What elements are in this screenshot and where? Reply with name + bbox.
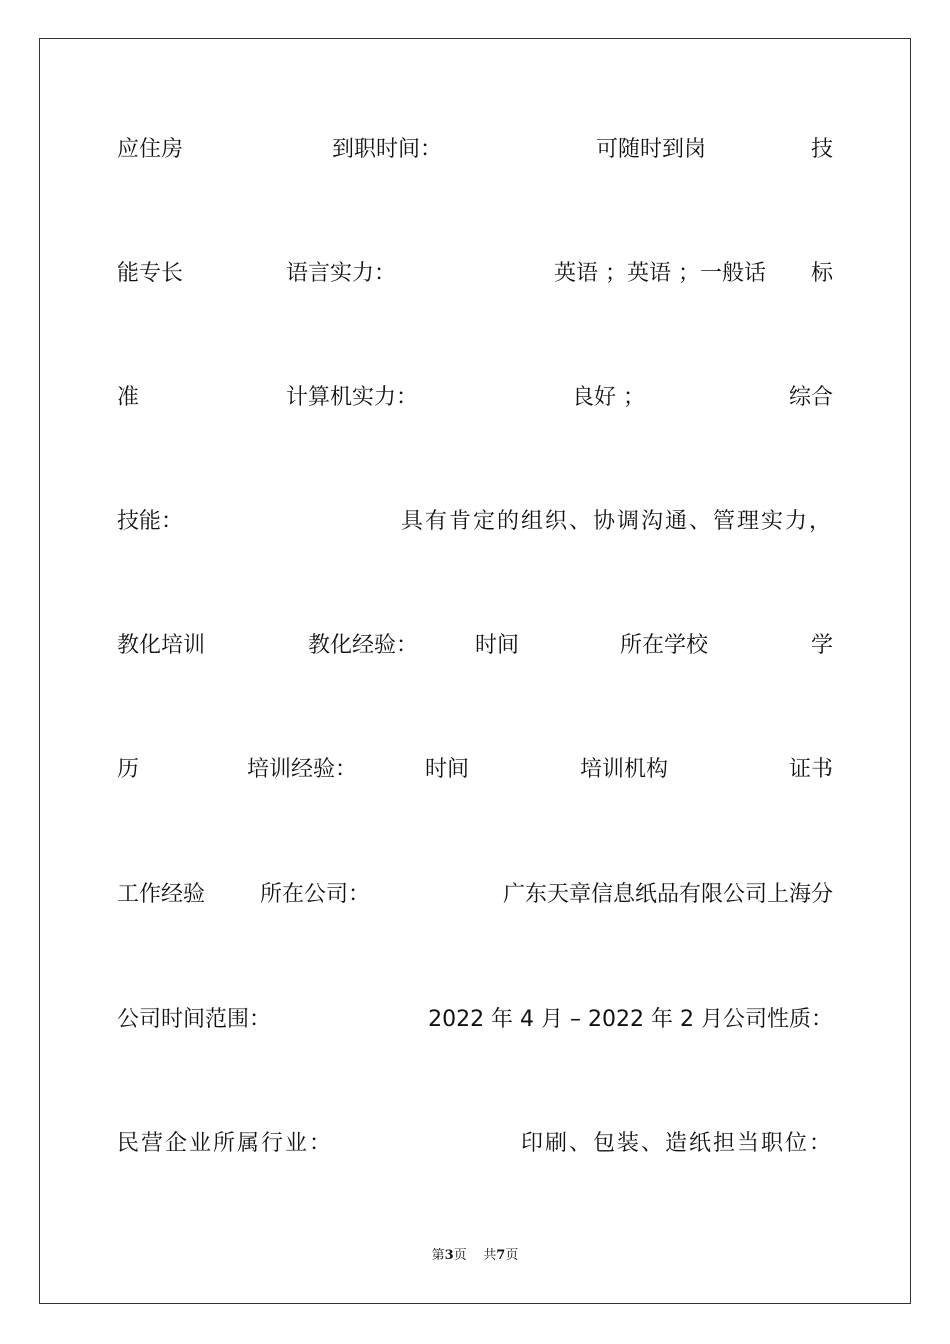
line-7-seg-2: 所在公司：: [260, 882, 371, 907]
line-4-seg-1: 技能：: [117, 509, 184, 534]
line-1-seg-1: 应住房: [117, 137, 184, 162]
line-9-seg-1: 民营企业所属行业：: [117, 1131, 334, 1156]
line-6-seg-2: 培训经验：: [247, 757, 358, 782]
line-2-seg-4: 标: [810, 261, 833, 286]
line-3-seg-1: 准: [117, 385, 140, 410]
line-7-seg-3: 广东天章信息纸品有限公司上海分: [502, 882, 833, 907]
text-line-9: [117, 1128, 833, 1160]
line-9-seg-2: 印刷、包装、造纸担当职位：: [520, 1131, 833, 1156]
line-6-seg-5: 证书: [788, 757, 833, 782]
line-1-seg-3: 可随时到岗: [596, 137, 707, 162]
line-1-seg-2: 到职时间：: [332, 137, 443, 162]
line-5-seg-5: 学: [810, 633, 833, 658]
line-4-seg-2: 具有肯定的组织、协调沟通、管理实力，: [400, 509, 833, 534]
line-5-seg-2: 教化经验：: [308, 633, 419, 658]
page-frame: [39, 38, 911, 1304]
line-7-seg-1: 工作经验: [117, 882, 206, 907]
line-2-seg-2: 语言实力：: [286, 261, 397, 286]
line-5-seg-3: 时间: [475, 633, 520, 658]
page-number-footer: [0, 1247, 950, 1265]
page-current: 3: [444, 1248, 454, 1263]
line-5-seg-4: 所在学校: [620, 633, 709, 658]
text-line-5: [117, 630, 833, 662]
line-8-seg-2: 2022 年 4 月 – 2022 年 2 月公司性质：: [428, 1007, 833, 1032]
line-6-seg-1: 历: [117, 757, 140, 782]
total-pages: 7: [496, 1248, 506, 1263]
line-3-seg-3: 良好 ；: [572, 385, 645, 410]
page-prefix: 第: [431, 1248, 445, 1263]
line-6-seg-3: 时间: [425, 757, 470, 782]
text-line-8: [117, 1004, 833, 1036]
line-8-seg-1: 公司时间范围：: [117, 1007, 272, 1032]
text-line-2: [117, 258, 833, 290]
text-line-7: [117, 879, 833, 911]
line-3-seg-4: 综合: [788, 385, 833, 410]
text-line-3: [117, 382, 833, 414]
line-1-seg-4: 技: [810, 137, 833, 162]
text-line-6: [117, 754, 833, 786]
line-5-seg-1: 教化培训: [117, 633, 206, 658]
total-suffix: 页: [505, 1248, 519, 1263]
line-6-seg-4: 培训机构: [580, 757, 669, 782]
line-3-seg-2: 计算机实力：: [286, 385, 419, 410]
line-2-seg-3: 英语 ；英语 ；一般话: [554, 261, 766, 286]
total-prefix: 共: [483, 1248, 497, 1263]
text-line-1: [117, 134, 833, 166]
page-suffix: 页: [453, 1248, 467, 1263]
text-line-4: [117, 506, 833, 538]
line-2-seg-1: 能专长: [117, 261, 184, 286]
